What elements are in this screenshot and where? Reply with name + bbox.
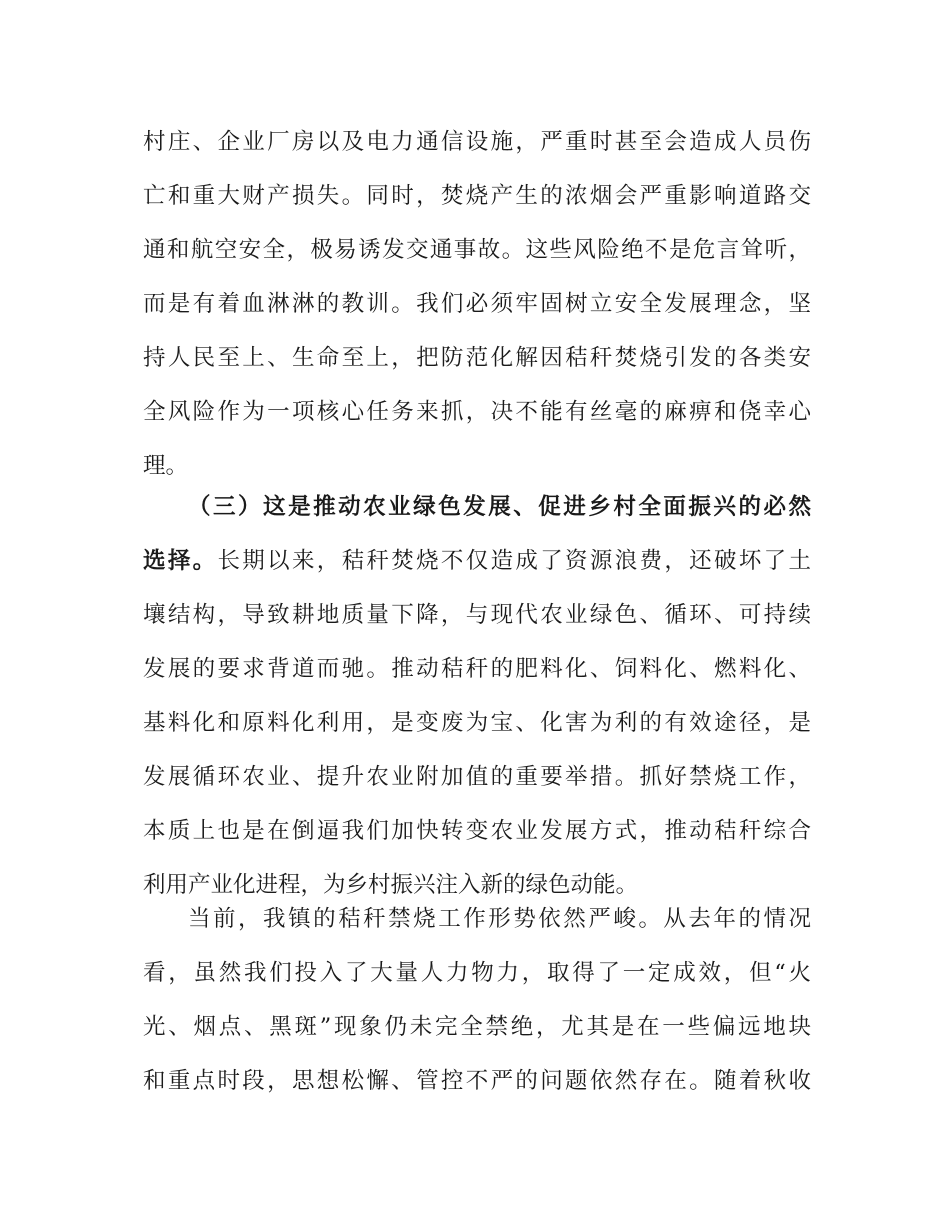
text-line: 而是有着血淋淋的教训。我们必须牢固树立安全发展理念，坚 — [143, 291, 811, 317]
text-line: 发展循环农业、提升农业附加值的重要举措。抓好禁烧工作， — [143, 764, 811, 790]
text-line: 看，虽然我们投入了大量人力物力，取得了一定成效，但“火 — [143, 960, 811, 986]
text-line: 和重点时段，思想松懈、管控不严的问题依然存在。随着秋收 — [143, 1068, 811, 1094]
text-line: 利用产业化进程，为乡村振兴注入新的绿色动能。 — [143, 872, 639, 898]
paragraph-3 — [143, 892, 811, 1108]
text-line: 壤结构，导致耕地质量下降，与现代农业绿色、循环、可持续 — [143, 602, 811, 628]
text-line: 通和航空安全，极易诱发交通事故。这些风险绝不是危言耸听， — [143, 237, 811, 263]
text-line: 发展的要求背道而驰。推动秸秆的肥料化、饲料化、燃料化、 — [143, 656, 811, 682]
section-heading-end: 选择。 — [143, 548, 218, 574]
text-line: 村庄、企业厂房以及电力通信设施，严重时甚至会造成人员伤 — [143, 129, 811, 155]
text-line: 当前，我镇的秸秆禁烧工作形势依然严峻。从去年的情况 — [188, 906, 811, 932]
text-line: 理。 — [143, 453, 189, 479]
paragraph-2 — [143, 480, 811, 912]
text-line: 全风险作为一项核心任务来抓，决不能有丝毫的麻痹和侥幸心 — [143, 399, 811, 425]
text-line: 本质上也是在倒逼我们加快转变农业发展方式，推动秸秆综合 — [143, 818, 811, 844]
text-line: 持人民至上、生命至上，把防范化解因秸秆焚烧引发的各类安 — [143, 345, 811, 371]
paragraph-1 — [143, 115, 811, 493]
section-heading: （三）这是推动农业绿色发展、促进乡村全面振兴的必然 — [188, 494, 811, 520]
text-line: 亡和重大财产损失。同时，焚烧产生的浓烟会严重影响道路交 — [143, 183, 811, 209]
text-line — [143, 534, 811, 588]
text-line: 基料化和原料化利用，是变废为宝、化害为利的有效途径，是 — [143, 710, 811, 736]
text-line: 光、烟点、黑斑”现象仍未完全禁绝，尤其是在一些偏远地块 — [143, 1014, 811, 1040]
text-segment: 长期以来，秸秆焚烧不仅造成了资源浪费，还破坏了土 — [217, 548, 811, 574]
